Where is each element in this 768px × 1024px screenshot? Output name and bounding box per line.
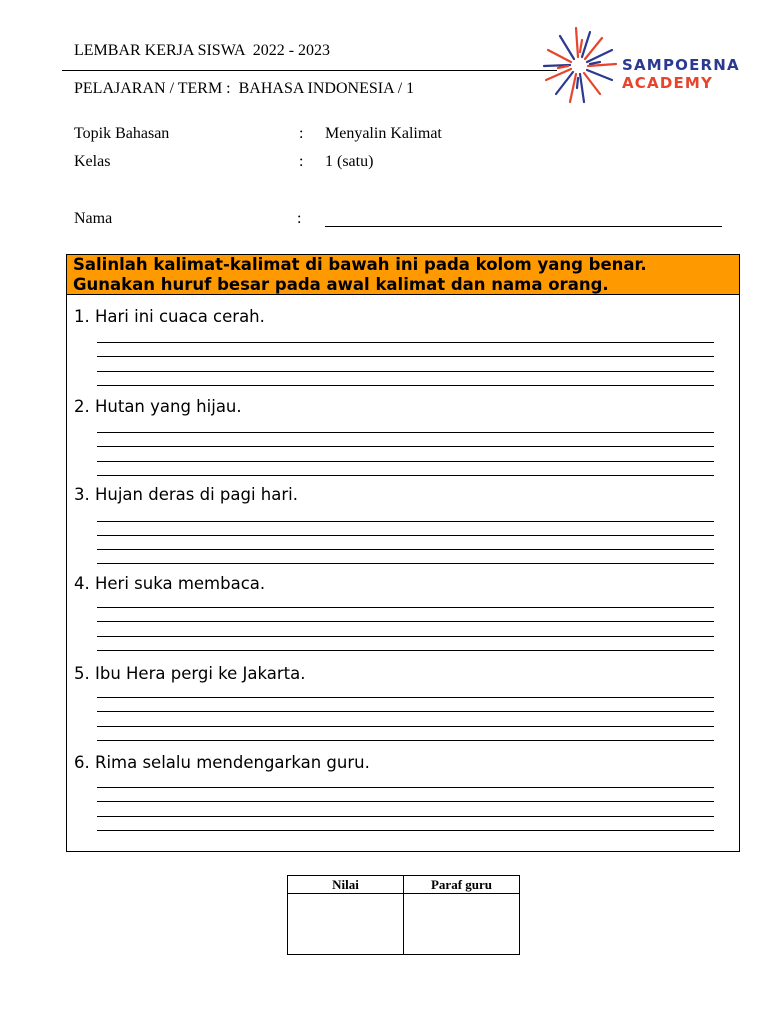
- writing-line[interactable]: [97, 342, 714, 343]
- score-table: [287, 875, 520, 955]
- list-item: [67, 574, 739, 664]
- sentence-text: 2. Hutan yang hijau.: [74, 397, 242, 416]
- header-divider: [62, 70, 557, 71]
- name-colon: :: [297, 210, 302, 227]
- logo-text-academy: ACADEMY: [622, 74, 714, 92]
- list-item: [67, 397, 739, 487]
- teacher-signature-header: Paraf guru: [404, 876, 520, 894]
- writing-line[interactable]: [97, 371, 714, 372]
- sentence-text: 3. Hujan deras di pagi hari.: [74, 485, 298, 504]
- writing-line[interactable]: [97, 697, 714, 698]
- writing-line[interactable]: [97, 726, 714, 727]
- sentence-text: 1. Hari ini cuaca cerah.: [74, 307, 265, 326]
- class-label: Kelas: [74, 153, 111, 170]
- sentence-text: 4. Heri suka membaca.: [74, 574, 266, 593]
- writing-line[interactable]: [97, 432, 714, 433]
- writing-line[interactable]: [97, 621, 714, 622]
- score-cell[interactable]: [288, 894, 404, 955]
- writing-line[interactable]: [97, 461, 714, 462]
- subject-line: PELAJARAN / TERM : BAHASA INDONESIA / 1: [74, 80, 415, 97]
- list-item: [67, 485, 739, 575]
- writing-line[interactable]: [97, 535, 714, 536]
- writing-line[interactable]: [97, 475, 714, 476]
- instruction-banner: [67, 255, 739, 295]
- sentence-text: 6. Rima selalu mendengarkan guru.: [74, 753, 370, 772]
- name-field-line[interactable]: [325, 226, 722, 227]
- logo-text-sampoerna: SAMPOERNA: [622, 56, 740, 74]
- writing-line[interactable]: [97, 636, 714, 637]
- list-item: [67, 307, 739, 397]
- list-item: [67, 753, 739, 843]
- writing-line[interactable]: [97, 446, 714, 447]
- writing-line[interactable]: [97, 521, 714, 522]
- writing-line[interactable]: [97, 711, 714, 712]
- writing-line[interactable]: [97, 787, 714, 788]
- topic-label: Topik Bahasan: [74, 125, 170, 142]
- writing-line[interactable]: [97, 356, 714, 357]
- writing-line[interactable]: [97, 650, 714, 651]
- writing-line[interactable]: [97, 607, 714, 608]
- topic-colon: :: [299, 125, 304, 142]
- sentence-text: 5. Ibu Hera pergi ke Jakarta.: [74, 664, 306, 683]
- starburst-icon: [540, 22, 620, 108]
- worksheet-title: LEMBAR KERJA SISWA 2022 - 2023: [74, 42, 331, 59]
- writing-line[interactable]: [97, 563, 714, 564]
- instruction-line-1: Salinlah kalimat-kalimat di bawah ini pada kolom yang benar.: [73, 255, 647, 274]
- writing-line[interactable]: [97, 830, 714, 831]
- writing-line[interactable]: [97, 801, 714, 802]
- name-label: Nama: [74, 210, 113, 227]
- exercise-box: [66, 254, 740, 852]
- writing-line[interactable]: [97, 549, 714, 550]
- teacher-signature-cell[interactable]: [404, 894, 520, 955]
- list-item: [67, 664, 739, 754]
- class-colon: :: [299, 153, 304, 170]
- writing-line[interactable]: [97, 385, 714, 386]
- writing-line[interactable]: [97, 740, 714, 741]
- class-value: 1 (satu): [325, 153, 374, 170]
- instruction-line-2: Gunakan huruf besar pada awal kalimat dan nama orang.: [73, 275, 609, 294]
- topic-value: Menyalin Kalimat: [325, 125, 442, 142]
- writing-line[interactable]: [97, 816, 714, 817]
- score-header: Nilai: [288, 876, 404, 894]
